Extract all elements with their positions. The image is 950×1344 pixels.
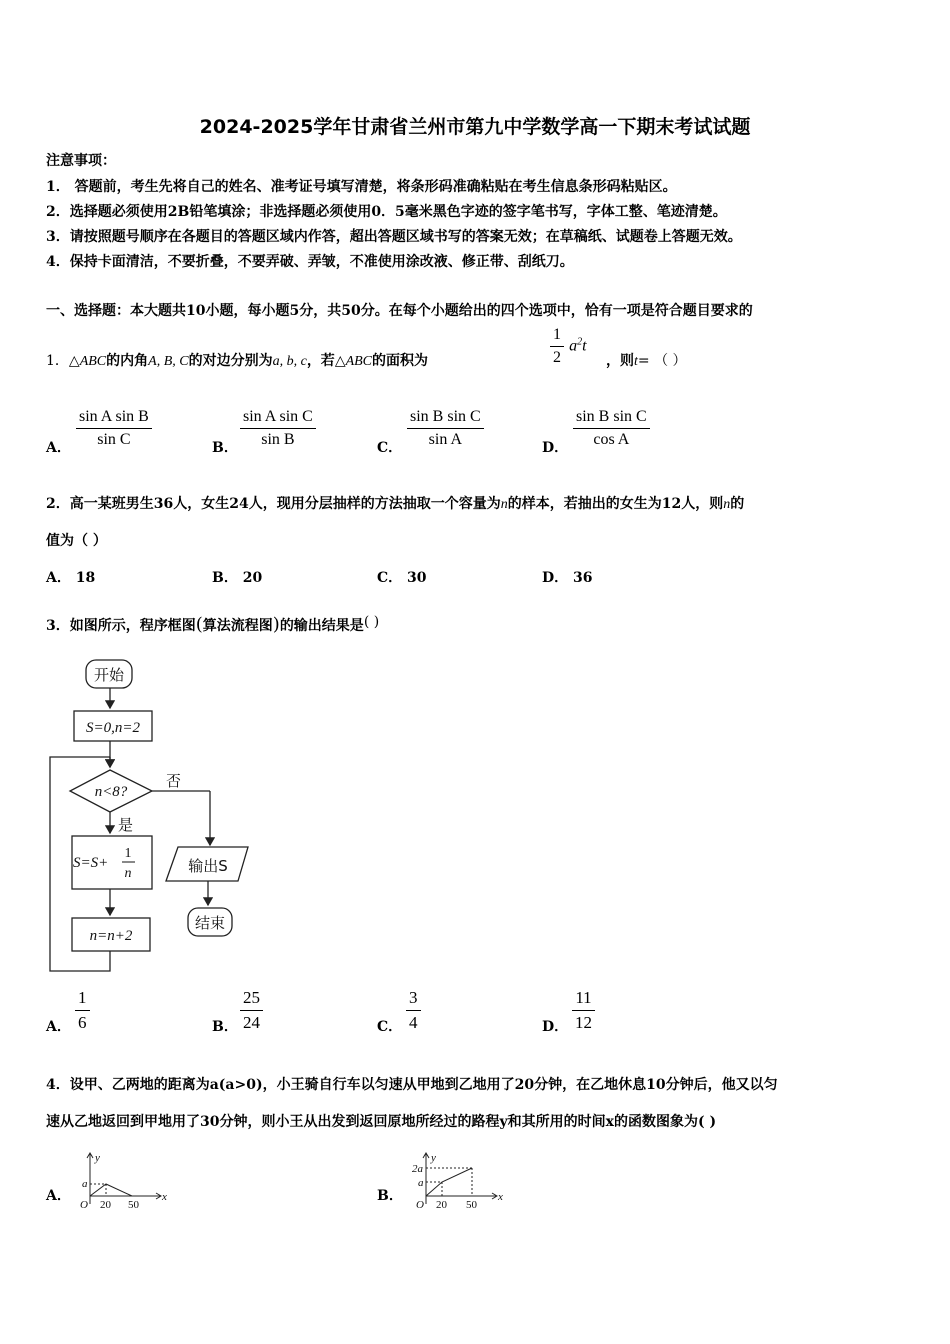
q4a-tick-50: 50 (128, 1199, 139, 1211)
question-3-stem: 3．如图所示，程序框图(算法流程图)的输出结果是( ) (46, 614, 380, 635)
q3-option-c-label[interactable]: C． (377, 1019, 403, 1035)
flow-yes-label: 是 (118, 816, 134, 834)
flow-no-label: 否 (166, 772, 182, 790)
flow-update-s-den: n (124, 866, 132, 881)
section-heading: 一、选择题：本大题共10小题，每小题5分，共50分。在每个小题给出的四个选项中，恰有一项是符合题目要求的 (46, 303, 753, 319)
notice-item-2: 2．选择题必须使用2B铅笔填涂；非选择题必须使用0．5毫米黑色字迹的签字笔书写，字体工整、笔迹清楚。 (46, 204, 727, 220)
q3-option-b-fraction: $\frac{25}{24}$ (240, 988, 263, 1033)
q3-option-c-fraction: $\frac{3}{4}$ (406, 988, 421, 1033)
q4b-tick-20: 20 (436, 1199, 447, 1211)
question-2-stem-line2: 值为（ ） (46, 533, 107, 549)
notice-item-1: 1． 答题前，考生先将自己的姓名、准考证号填写清楚，将条形码准确粘贴在考生信息条形码粘贴区。 (46, 179, 677, 195)
q1-option-c-label[interactable]: C． (377, 440, 403, 456)
q4a-x-label: x (162, 1191, 167, 1203)
q4-option-a-label[interactable]: A． (46, 1188, 71, 1204)
q3-option-d-fraction: $\frac{11}{12}$ (572, 988, 595, 1033)
flow-init-text: S=0,n=2 (86, 720, 140, 736)
q1-option-a-label[interactable]: A． (46, 440, 71, 456)
q3-option-a-label[interactable]: A． (46, 1019, 71, 1035)
flowchart (44, 655, 264, 985)
q1-option-d-fraction: $\frac{\text{sin B sin C}}{\text{cos A}}$ (573, 408, 650, 449)
notice-item-4: 4．保持卡面清洁，不要折叠，不要弄破、弄皱，不准使用涂改液、修正带、刮纸刀。 (46, 254, 574, 270)
q4b-2a-label: 2a (412, 1163, 423, 1175)
question-4-line1: 4．设甲、乙两地的距离为a(a>0)，小王骑自行车以匀速从甲地到乙地用了20分钟，在乙地休息10分钟后，他又以匀 (46, 1077, 778, 1093)
flow-update-s-text: S=S+ (73, 855, 109, 871)
q4a-origin: O (80, 1199, 88, 1211)
q4a-a-label: a (82, 1178, 88, 1190)
page-title: 2024-2025学年甘肃省兰州市第九中学数学高一下期末考试试题 (199, 116, 751, 138)
q4-option-b-label[interactable]: B． (377, 1188, 403, 1204)
q2-option-c[interactable]: C． 30 (377, 570, 427, 586)
question-1-stem: 1．△ABC的内角A, B, C的对边分别为a, b, c，若△ABC的面积为 (46, 353, 429, 369)
q4b-x-label: x (498, 1191, 503, 1203)
q3-option-b-label[interactable]: B． (212, 1019, 238, 1035)
notice-item-3: 3．请按照题号顺序在各题目的答题区域内作答，超出答题区域书写的答案无效；在草稿纸、试题卷上答题无效。 (46, 229, 742, 245)
question-4-line2: 速从乙地返回到甲地用了30分钟，则小王从出发到返回原地所经过的路程y和其所用的时间x的函数图象为( ) (46, 1114, 717, 1130)
flow-end-text: 结束 (194, 914, 226, 932)
q1-option-d-label[interactable]: D． (542, 440, 569, 456)
notice-heading: 注意事项： (46, 153, 116, 169)
flow-condition-text: n<8? (94, 784, 128, 800)
q3-option-a-fraction: $\frac{1}{6}$ (75, 988, 90, 1033)
q4a-tick-20: 20 (100, 1199, 111, 1211)
q1-option-b-label[interactable]: B． (212, 440, 238, 456)
q4-option-a-graph (76, 1150, 168, 1214)
q4b-origin: O (416, 1199, 424, 1211)
flow-output-text: 输出S (188, 857, 228, 875)
flow-update-s-num: 1 (124, 846, 132, 861)
flow-start-text: 开始 (93, 666, 125, 684)
q1-option-b-fraction: $\frac{\text{sin A sin C}}{\text{sin B}}$ (240, 408, 316, 449)
q4b-y-label: y (431, 1152, 436, 1164)
question-1-area-expr: $\frac{1}{2}$ $a^2t$ (550, 326, 587, 367)
q4b-a-label: a (418, 1177, 424, 1189)
question-2-stem: 2．高一某班男生36人，女生24人，现用分层抽样的方法抽取一个容量为n的样本，若抽出的女生为12人，则n的 (46, 496, 745, 512)
q1-option-a-fraction: $\frac{\text{sin A sin B}}{\text{sin C}}$ (76, 408, 152, 449)
question-1-tail: ，则t= （ ） (606, 353, 687, 369)
q2-option-b[interactable]: B． 20 (212, 570, 263, 586)
q4b-tick-50: 50 (466, 1199, 477, 1211)
q2-option-d[interactable]: D． 36 (542, 570, 593, 586)
q2-option-a[interactable]: A． 18 (46, 570, 96, 586)
q4-option-b-graph (408, 1150, 504, 1214)
flow-update-n-text: n=n+2 (89, 928, 133, 944)
q4a-y-label: y (95, 1152, 100, 1164)
q1-option-c-fraction: $\frac{\text{sin B sin C}}{\text{sin A}}$ (407, 408, 484, 449)
q3-option-d-label[interactable]: D． (542, 1019, 569, 1035)
